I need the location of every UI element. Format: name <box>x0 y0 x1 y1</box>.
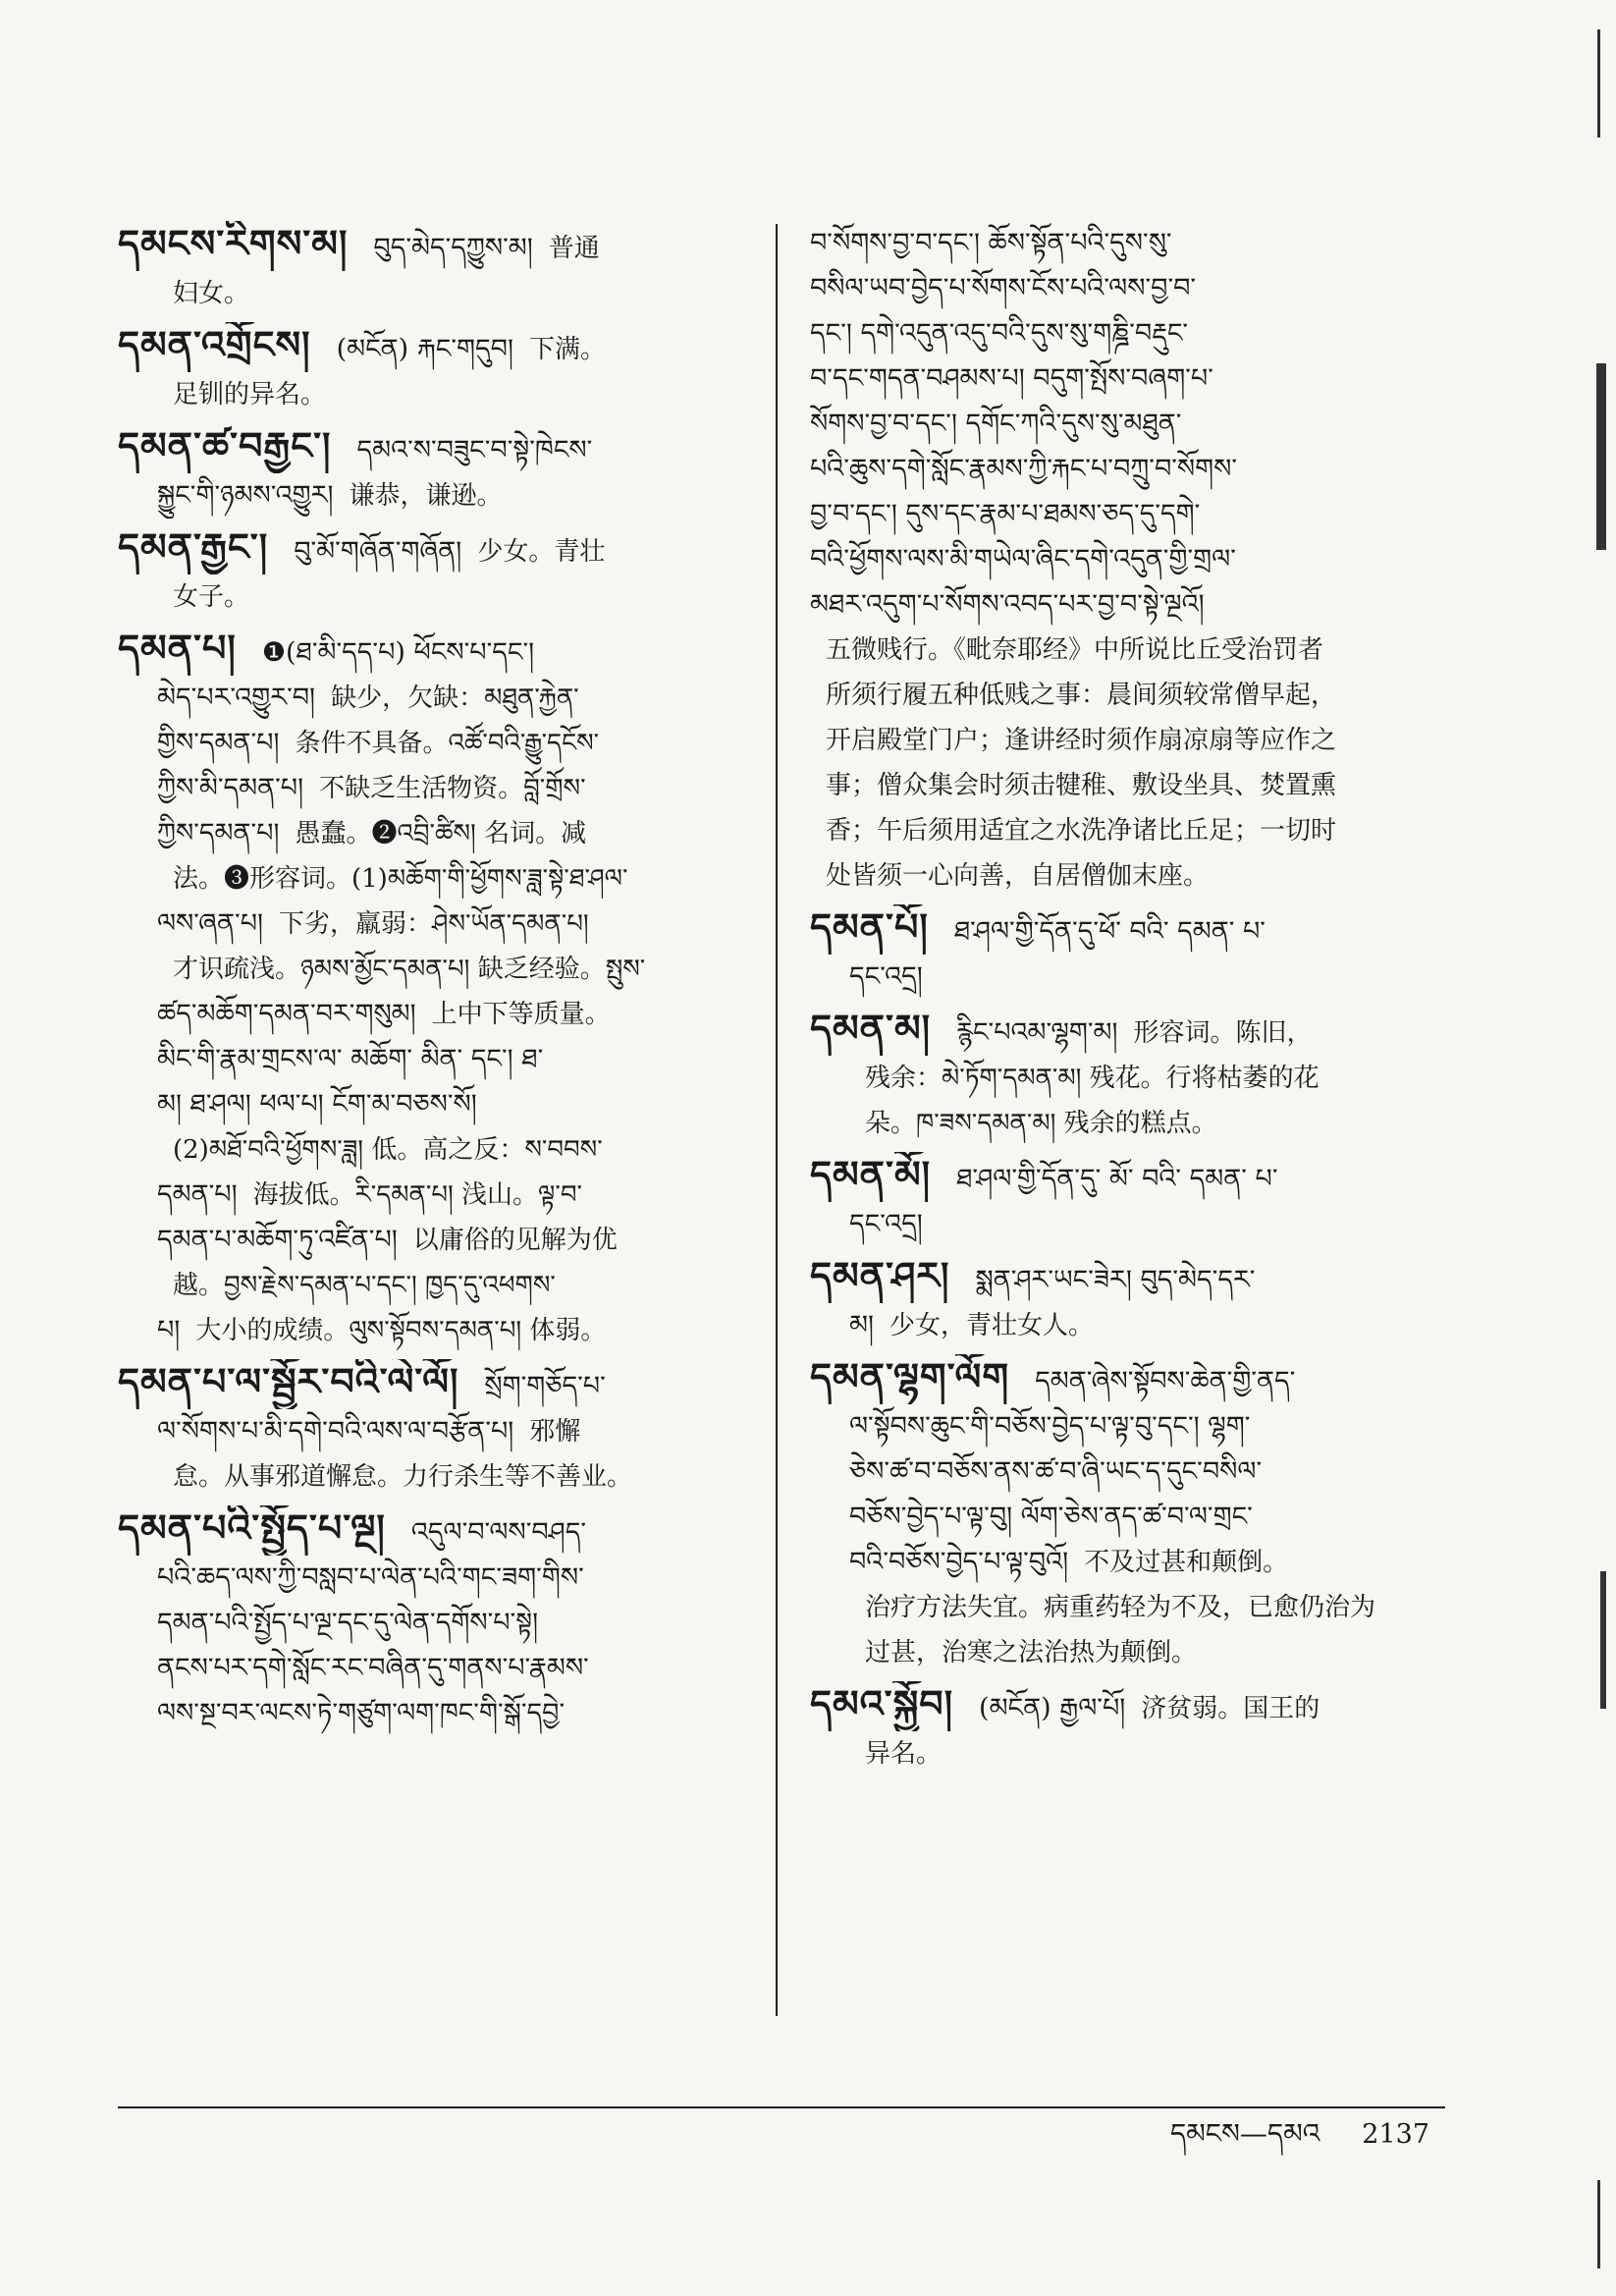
tibetan-text: ཐ་ཤལ་གྱི་དོན་དུ་ཕོ་ བའི་ དམན་ པ་ <box>953 916 1266 947</box>
entry-line <box>118 574 746 620</box>
tibetan-text: སྐྱུང་གི་ཉམས་འགྱུར། <box>157 480 334 511</box>
chinese-text: 下满。 <box>528 335 606 364</box>
page-footer <box>1170 2109 1429 2159</box>
entry-line <box>810 628 1448 673</box>
headword: དམན་ལྷག་ལོག <box>810 1354 1010 1398</box>
tibetan-text: བཅོས་བྱེད་པ་ལྟ་བུ། ལོག་ཅེས་ནད་ཚ་བ་ལ་གྲང་ <box>849 1502 1253 1532</box>
chinese-text: 所须行履五种低贱之事：晨间须较常僧早起， <box>826 681 1337 710</box>
entry-line <box>810 1449 1448 1495</box>
tibetan-text: འདུལ་བ་ལས་བཤད་ <box>410 1517 587 1548</box>
entry-line <box>118 1037 746 1082</box>
entry-line <box>810 1585 1448 1630</box>
entry-line <box>810 718 1448 763</box>
dictionary-entry <box>810 1006 1448 1146</box>
headword: དམན་འགྲོངས། <box>118 322 311 366</box>
entry-line <box>118 1218 746 1263</box>
entry-line <box>118 1082 746 1127</box>
entry-line <box>118 766 746 811</box>
entry-line <box>810 1540 1448 1585</box>
dictionary-entry <box>810 904 1448 1000</box>
chinese-text: 缺少，欠缺：མཐུན་རྐྱེན་ <box>331 683 579 713</box>
entry-line <box>810 582 1448 628</box>
entry-line <box>118 372 746 417</box>
entry-line <box>118 676 746 721</box>
chinese-text: 海拔低。རི་དམན་པ། 浅山。ལྟ་བ་ <box>252 1180 582 1210</box>
tibetan-text: བ་དང་གདན་བཤམས་པ། བདུག་སྤོས་བཞག་པ་ <box>810 363 1213 394</box>
headword: དམན་པ་ལ་སྦྱོར་བའི་ལེ་ལོ། <box>118 1359 459 1403</box>
dictionary-entry <box>810 1354 1448 1675</box>
dictionary-entry <box>810 1152 1448 1247</box>
entry-line <box>810 356 1448 402</box>
entry-line <box>810 1152 1448 1202</box>
tibetan-text: ❶(ཐ་མི་དད་པ) ཕོངས་པ་དང་། <box>261 637 535 668</box>
chinese-text: 邪懈 <box>529 1417 581 1447</box>
dictionary-entry <box>118 1359 746 1500</box>
footer-rule <box>118 2106 1445 2108</box>
tibetan-text: མ། ཐ་ཤལ། ཕལ་པ། ངོག་མ་བཅས་སོ། <box>157 1089 477 1120</box>
entry-line <box>118 1308 746 1353</box>
chinese-text: 济贫弱。国王的 <box>1141 1694 1320 1723</box>
tibetan-text: བུ་མོ་གཞོན་གཞོན། <box>294 536 462 567</box>
dictionary-entry <box>118 221 746 316</box>
chinese-text: 少女。青壮 <box>477 537 606 567</box>
dictionary-entry <box>810 1253 1448 1348</box>
tibetan-text: (མངོན) རྐང་གདུབ། <box>336 334 513 364</box>
tibetan-text: གྱིས་དམན་པ། <box>157 728 280 758</box>
entry-line <box>810 221 1448 266</box>
entry-line <box>810 1253 1448 1303</box>
scan-edge-mark <box>1597 29 1600 137</box>
headword: དམངས་རིགས་མ། <box>118 221 349 265</box>
chinese-text: 女子。 <box>173 582 250 612</box>
chinese-text: 不缺乏生活物资。བློ་གྲོས་ <box>319 774 586 803</box>
dictionary-entry <box>118 322 746 417</box>
chinese-text: 以庸俗的见解为优 <box>412 1226 618 1255</box>
chinese-text: 足钏的异名。 <box>173 380 327 410</box>
entry-line <box>810 1404 1448 1449</box>
chinese-text: 怠。从事邪道懈怠。力行杀生等不善业。 <box>173 1462 633 1492</box>
running-head: དམངས—དམའ <box>1169 2117 1320 2150</box>
entry-line <box>118 811 746 856</box>
tibetan-text: བུད་མེད་དཀྱུས་མ། <box>373 233 533 263</box>
dictionary-entry <box>810 221 1448 899</box>
dictionary-entry <box>118 626 746 1353</box>
headword: དམན་ཤར། <box>810 1253 950 1297</box>
entry-line <box>118 856 746 902</box>
tibetan-text: དང་། དགེ་འདུན་འདུ་བའི་དུས་སུ་གཎྜི་བརྡུང་ <box>810 318 1189 349</box>
entry-line <box>810 1202 1448 1247</box>
tibetan-text: དང་འདྲ། <box>849 961 923 992</box>
tibetan-text: དམན་ཞེས་སྟོབས་ཆེན་གྱི་ནད་ <box>1035 1366 1296 1396</box>
tibetan-text: དམན་པ། <box>157 1179 238 1210</box>
chinese-text: 朵。ཁ་ཟས་དམན་མ། 残余的糕点。 <box>865 1109 1217 1138</box>
chinese-text: 大小的成绩。ལུས་སྟོབས་དམན་པ། 体弱。 <box>195 1316 607 1345</box>
entry-line <box>810 904 1448 955</box>
tibetan-text: བསིལ་ཡབ་བྱེད་པ་སོགས་ངོས་པའི་ལས་བྱ་བ་ <box>810 273 1197 303</box>
chinese-text: 事；僧众集会时须击犍稚、敷设坐具、焚置熏 <box>826 771 1337 800</box>
chinese-text: 条件不具备。འཚོ་བའི་རྒྱུ་དངོས་ <box>295 729 600 758</box>
entry-line <box>810 853 1448 899</box>
entry-line <box>118 626 746 676</box>
chinese-text: 形容词。陈旧， <box>1133 1018 1313 1048</box>
chinese-text: 妇女。 <box>173 279 250 308</box>
entry-line <box>810 492 1448 537</box>
entry-line <box>810 1006 1448 1056</box>
chinese-text: 下劣，羸弱：ཤེས་ཡོན་དམན་པ། <box>279 909 589 939</box>
chinese-text: 处皆须一心向善，自居僧伽末座。 <box>826 861 1210 891</box>
chinese-text: 五微贱行。《毗奈耶经》中所说比丘受治罚者 <box>826 635 1324 665</box>
tibetan-text: དམན་པ་མཆོག་ཏུ་འཛིན་པ། <box>157 1225 398 1255</box>
entry-line <box>810 537 1448 582</box>
entry-line <box>118 221 746 271</box>
scan-edge-mark <box>1596 363 1606 550</box>
tibetan-text: སོགས་བྱ་བ་དང་། དགོང་ཀའི་དུས་སུ་མཐུན་ <box>810 409 1182 439</box>
chinese-text: 普通 <box>548 234 600 263</box>
headword: དམན་པ། <box>118 626 237 670</box>
chinese-text: 不及过甚和颠倒。 <box>1084 1548 1289 1577</box>
entry-line <box>118 1691 746 1736</box>
chinese-text: 愚蠢。❷འབྲི་ཚིས། 名词。减 <box>295 819 587 848</box>
tibetan-text: སྲོག་གཅོད་པ་ <box>484 1371 606 1401</box>
tibetan-text: ཅེས་ཚ་བ་བཅོས་ནས་ཚ་བ་ཞི་ཡང་ད་དུང་བསིལ་ <box>849 1456 1263 1487</box>
entry-line <box>118 902 746 947</box>
chinese-text: 才识疏浅。ཉམས་མྱོང་དམན་པ། 缺乏经验。སྤུས་ <box>173 955 646 984</box>
entry-line <box>118 524 746 574</box>
entry-line <box>118 473 746 519</box>
headword: དམན་མོ། <box>810 1152 932 1196</box>
entry-line <box>810 1731 1448 1777</box>
chinese-text: 香；午后须用适宜之水洗净诸比丘足；一切时 <box>826 816 1337 846</box>
tibetan-text: བའི་ཕྱོགས་ལས་མི་གཡེལ་ཞིང་དགེ་འདུན་གྱི་གྲལ་ <box>810 544 1236 574</box>
entry-line <box>810 673 1448 718</box>
chinese-text: 开启殿堂门户；逢讲经时须作扇凉扇等应作之 <box>826 726 1337 755</box>
entry-line <box>810 1303 1448 1348</box>
entry-line <box>118 1409 746 1454</box>
tibetan-text: ལ་སོགས་པ་མི་དགེ་བའི་ལས་ལ་བརྩོན་པ། <box>157 1416 514 1447</box>
tibetan-text: པའི་ཆད་ལས་ཀྱི་བསླབ་པ་ལེན་པའི་གང་ཟག་གིས་ <box>157 1562 584 1593</box>
chinese-text: 过甚，治寒之法治热为颠倒。 <box>865 1638 1198 1667</box>
entry-line <box>810 402 1448 447</box>
entry-line <box>810 763 1448 808</box>
right-column <box>810 221 1448 1782</box>
chinese-text: 异名。 <box>865 1739 943 1769</box>
entry-line <box>118 1556 746 1601</box>
tibetan-text: པའི་ཆུས་དགེ་སློང་རྣམས་ཀྱི་རྐང་པ་བཀྲུ་བ་སོགས་ <box>810 454 1238 484</box>
tibetan-text: ཐ་ཤལ་གྱི་དོན་དུ་ མོ་ བའི་ དམན་ པ་ <box>956 1164 1278 1194</box>
tibetan-text: པ། <box>157 1315 181 1345</box>
tibetan-text: བ་སོགས་བྱ་བ་དང་། ཆོས་སྟོན་པའི་དུས་སུ་ <box>810 228 1172 258</box>
chinese-text: 上中下等质量。 <box>431 1000 611 1029</box>
entry-line <box>810 955 1448 1000</box>
entry-line <box>810 447 1448 492</box>
entry-line <box>118 1173 746 1218</box>
entry-line <box>118 1127 746 1173</box>
chinese-text: 少女，青壮女人。 <box>889 1311 1094 1340</box>
entry-line <box>118 1454 746 1500</box>
headword: དམན་པོ། <box>810 904 929 949</box>
entry-line <box>118 1359 746 1409</box>
dictionary-entry <box>118 1505 746 1736</box>
scan-edge-mark <box>1597 2180 1600 2269</box>
entry-line <box>118 721 746 766</box>
tibetan-text: ཚད་མཆོག་དམན་བར་གསུམ། <box>157 999 416 1029</box>
entry-line <box>810 1630 1448 1675</box>
entry-line <box>810 311 1448 356</box>
tibetan-text: མ། <box>849 1310 874 1340</box>
dictionary-entry <box>118 423 746 519</box>
tibetan-text: སྨན་ཤར་ཡང་ཟེར། བུད་མེད་དར་ <box>975 1265 1256 1295</box>
tibetan-text: མཐར་འདུག་པ་སོགས་འབད་པར་བྱ་བ་སྟེ་ལྔའོ། <box>810 589 1205 620</box>
headword: དམན་རྒྱང་། <box>118 524 269 569</box>
page-number: 2137 <box>1362 2119 1429 2150</box>
tibetan-text: མེད་པར་འགྱུར་བ། <box>157 683 316 713</box>
left-column <box>118 221 746 1742</box>
entry-line <box>118 271 746 316</box>
dictionary-entry <box>810 1681 1448 1777</box>
tibetan-text: དམའ་ས་བཟུང་བ་སྟེ་ཁེངས་ <box>356 435 593 465</box>
entry-line <box>810 1056 1448 1101</box>
tibetan-text: མིང་གི་རྣམ་གྲངས་ལ་ མཆོག་ མིན་ དང་། ཐ་ <box>157 1044 544 1074</box>
tibetan-text: ཀྱིས་མི་དམན་པ། <box>157 773 304 803</box>
headword: དམན་ཚ་བརྒྱང་། <box>118 423 332 467</box>
column-divider <box>776 224 778 2016</box>
entry-line <box>118 322 746 372</box>
entry-line <box>810 266 1448 311</box>
entry-line <box>810 1354 1448 1404</box>
entry-line <box>118 423 746 473</box>
entry-line <box>118 1601 746 1646</box>
tibetan-text: རྙིང་པའམ་ལྷག་མ། <box>956 1017 1118 1048</box>
tibetan-text: ལས་ཞན་པ། <box>157 908 264 939</box>
tibetan-text: བའི་བཅོས་བྱེད་པ་ལྟ་བུའོ། <box>849 1547 1069 1577</box>
tibetan-text: དང་འདྲ། <box>849 1209 923 1239</box>
headword: དམན་མ། <box>810 1006 932 1050</box>
entry-line <box>118 1263 746 1308</box>
tibetan-text: དམན་པའི་སྤྱོད་པ་ལྔ་དང་དུ་ལེན་དགོས་པ་སྟེ། <box>157 1608 539 1638</box>
entry-line <box>118 992 746 1037</box>
tibetan-text: ལ་སྟོབས་ཆུང་གི་བཅོས་བྱེད་པ་ལྟ་བུ་དང་། ལྷག་ <box>849 1411 1251 1442</box>
chinese-text: 法。❸形容词。(1)མཆོག་གི་ཕྱོགས་ཟླ་སྟེ་ཐ་ཤལ་ <box>173 864 628 894</box>
chinese-text: 谦恭，谦逊。 <box>349 481 503 511</box>
chinese-text: (2)མཐོ་བའི་ཕྱོགས་ཟླ། 低。高之反：ས་བབས་ <box>173 1135 603 1165</box>
entry-line <box>810 808 1448 853</box>
chinese-text: 越。བྱས་རྗེས་དམན་པ་དང་། ཁྱད་དུ་འཕགས་ <box>173 1271 556 1300</box>
tibetan-text: བྱ་བ་དང་། དུས་དང་རྣམ་པ་ཐམས་ཅད་དུ་དགེ་ <box>810 499 1201 529</box>
chinese-text: 治疗方法失宜。病重药轻为不及，已愈仍治为 <box>865 1593 1376 1622</box>
entry-line <box>810 1495 1448 1540</box>
dictionary-entry <box>118 524 746 620</box>
entry-line <box>810 1101 1448 1146</box>
chinese-text: 残余：མེ་ཏོག་དམན་མ། 残花。行将枯萎的花 <box>865 1064 1320 1093</box>
tibetan-text: ནངས་པར་དགེ་སློང་རང་བཞིན་དུ་གནས་པ་རྣམས་ <box>157 1653 589 1683</box>
entry-line <box>810 1681 1448 1731</box>
tibetan-text: ལས་སྔ་བར་ལངས་ཏེ་གཙུག་ལག་ཁང་གི་སྒོ་དབྱེ་ <box>157 1698 566 1728</box>
entry-line <box>118 1646 746 1691</box>
entry-line <box>118 947 746 992</box>
entry-line <box>118 1505 746 1556</box>
tibetan-text: (མངོན) རྒྱལ་པོ། <box>979 1693 1126 1723</box>
headword: དམན་པའི་སྤྱོད་པ་ལྔ། <box>118 1505 386 1550</box>
tibetan-text: ཀྱིས་དམན་པ། <box>157 818 280 848</box>
headword: དམའ་སྐྱོབ། <box>810 1681 954 1725</box>
scan-edge-mark <box>1600 1571 1606 1709</box>
